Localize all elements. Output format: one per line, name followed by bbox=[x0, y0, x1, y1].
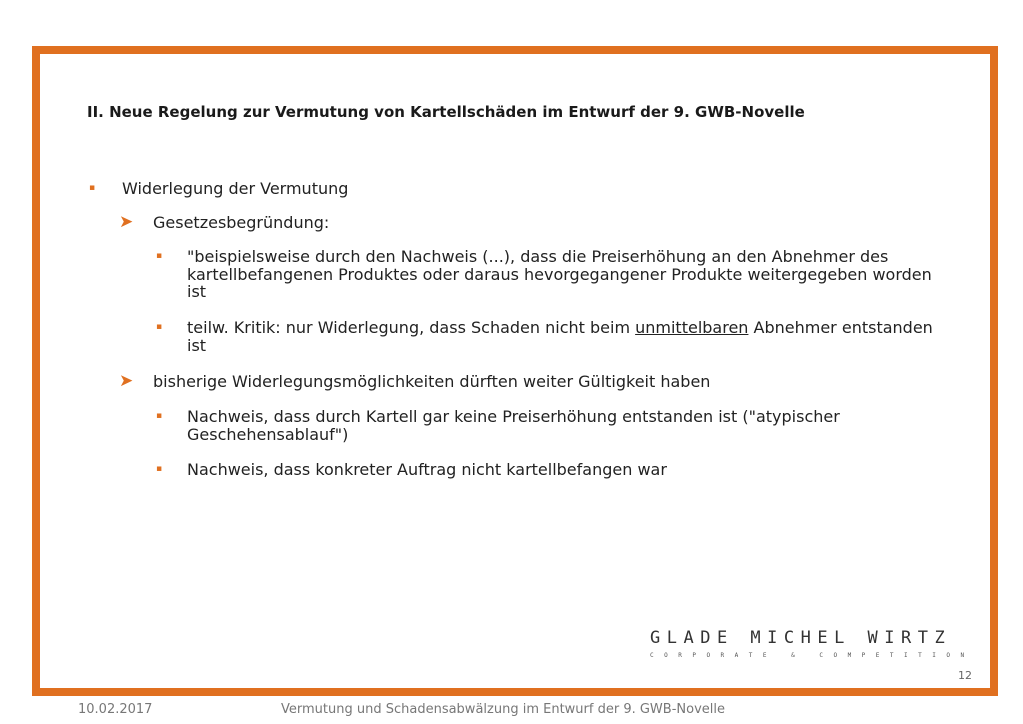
bullet-text: Nachweis, dass konkreter Auftrag nicht kartellbefangen war bbox=[187, 460, 667, 479]
bullet-text: "beispielsweise durch den Nachweis (...), dass die Preiserhöhung an den Abnehmer des kartellbefangenen Produktes oder daraus hevorgegangener Produkte weitergegeben worden ist bbox=[187, 247, 932, 301]
bullet-text: Gesetzesbegründung: bbox=[153, 213, 330, 232]
bullet-level3 bbox=[156, 318, 947, 355]
bullet-level2 bbox=[119, 212, 933, 232]
bullet-level1 bbox=[89, 179, 920, 198]
square-bullet-icon: ▪ bbox=[156, 251, 163, 261]
company-logo bbox=[650, 628, 975, 659]
logo-tagline: CORPORATE & COMPETITION bbox=[650, 652, 975, 659]
bullet-text: Nachweis, dass durch Kartell gar keine Preiserhöhung entstanden ist ("atypischer Geschehensablauf") bbox=[187, 407, 840, 444]
logo-name: GLADE MICHEL WIRTZ bbox=[650, 628, 952, 648]
bullet-text-part: Abnehmer entstanden ist bbox=[187, 318, 933, 355]
arrow-bullet-icon: ➤ bbox=[119, 212, 134, 232]
footer-date: 10.02.2017 bbox=[78, 702, 153, 717]
slide-frame bbox=[32, 46, 998, 696]
square-bullet-icon: ▪ bbox=[156, 464, 163, 474]
bullet-text: Widerlegung der Vermutung bbox=[122, 179, 349, 198]
square-bullet-icon: ▪ bbox=[89, 183, 96, 193]
underlined-word: unmittelbaren bbox=[635, 318, 749, 337]
slide-title: II. Neue Regelung zur Vermutung von Kartellschäden im Entwurf der 9. GWB-Novelle bbox=[87, 103, 805, 121]
square-bullet-icon: ▪ bbox=[156, 411, 163, 421]
bullet-text bbox=[187, 319, 947, 354]
bullet-level3 bbox=[156, 460, 947, 479]
bullet-text-part: teilw. Kritik: nur Widerlegung, dass Schaden nicht beim bbox=[187, 318, 636, 337]
arrow-bullet-icon: ➤ bbox=[119, 371, 134, 391]
bullet-level3 bbox=[156, 247, 947, 301]
bullet-level3 bbox=[156, 407, 947, 444]
footer-title: Vermutung und Schadensabwälzung im Entwurf der 9. GWB-Novelle bbox=[281, 702, 725, 717]
bullet-level2 bbox=[119, 371, 933, 391]
page-number: 12 bbox=[958, 669, 972, 682]
square-bullet-icon: ▪ bbox=[156, 322, 163, 332]
bullet-text: bisherige Widerlegungsmöglichkeiten dürften weiter Gültigkeit haben bbox=[153, 372, 711, 391]
